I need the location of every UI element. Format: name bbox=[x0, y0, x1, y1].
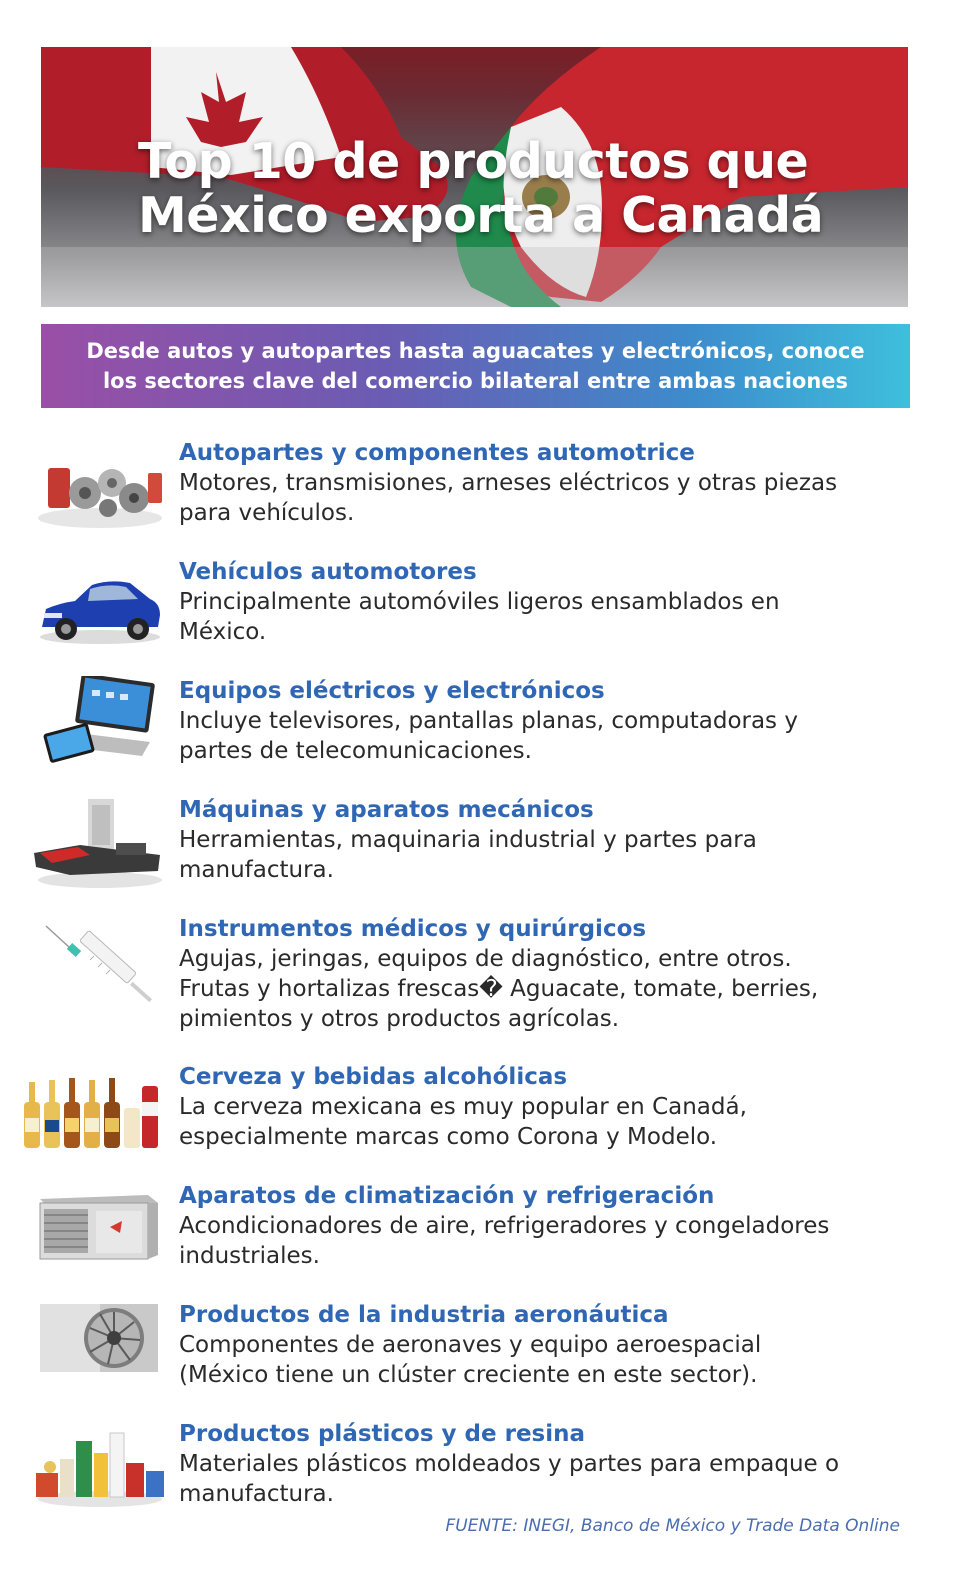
item-title: Cerveza y bebidas alcohólicas bbox=[179, 1064, 568, 1090]
item-title: Equipos eléctricos y electrónicos bbox=[179, 678, 605, 704]
hero-image bbox=[41, 47, 908, 307]
subtitle-banner bbox=[41, 324, 910, 408]
item-title: Productos de la industria aeronáutica bbox=[179, 1302, 669, 1328]
item-description: Agujas, jeringas, equipos de diagnóstico, entre otros. Frutas y hortalizas frescas� Aguacate, tomate, berries, pimientos y otros productos agrícolas. bbox=[179, 946, 819, 1032]
page-title bbox=[138, 135, 898, 243]
item-description: Acondicionadores de aire, refrigeradores y congeladores industriales. bbox=[179, 1213, 830, 1269]
item-title: Autopartes y componentes automotrice bbox=[179, 440, 695, 466]
source-note: FUENTE: INEGI, Banco de México y Trade Data Online bbox=[445, 1516, 900, 1536]
beer-bottles-icon bbox=[16, 1062, 164, 1162]
item-description: Materiales plásticos moldeados y partes para empaque o manufactura. bbox=[179, 1451, 840, 1507]
item-title: Aparatos de climatización y refrigeración bbox=[179, 1183, 715, 1209]
plastic-products-icon bbox=[30, 1419, 170, 1519]
item-description: Componentes de aeronaves y equipo aeroespacial (México tiene un clúster creciente en este sector). bbox=[179, 1332, 762, 1388]
item-title: Máquinas y aparatos mecánicos bbox=[179, 797, 594, 823]
page-title-line-1: Top 10 de productos que bbox=[138, 133, 809, 190]
car-icon bbox=[30, 557, 170, 657]
industrial-machine-icon bbox=[30, 795, 170, 895]
hvac-unit-icon bbox=[30, 1181, 170, 1281]
auto-parts-icon bbox=[30, 438, 170, 538]
subtitle-line-1: Desde autos y autopartes hasta aguacates y electrónicos, conoce bbox=[86, 339, 865, 363]
jet-engine-icon bbox=[30, 1300, 170, 1400]
item-title: Productos plásticos y de resina bbox=[179, 1421, 586, 1447]
syringe-icon bbox=[30, 914, 170, 1014]
item-description: Incluye televisores, pantallas planas, computadoras y partes de telecomunicaciones. bbox=[179, 708, 798, 764]
laptop-tablet-icon bbox=[30, 676, 170, 776]
item-description: Motores, transmisiones, arneses eléctricos y otras piezas para vehículos. bbox=[179, 470, 838, 526]
item-description: Principalmente automóviles ligeros ensamblados en México. bbox=[179, 589, 780, 645]
item-title: Vehículos automotores bbox=[179, 559, 477, 585]
item-title: Instrumentos médicos y quirúrgicos bbox=[179, 916, 647, 942]
subtitle-line-2: los sectores clave del comercio bilateral entre ambas naciones bbox=[102, 369, 849, 393]
page-title-line-2: México exporta a Canadá bbox=[138, 187, 824, 244]
item-description: La cerveza mexicana es muy popular en Canadá, especialmente marcas como Corona y Modelo. bbox=[179, 1094, 747, 1150]
item-description: Herramientas, maquinaria industrial y partes para manufactura. bbox=[179, 827, 757, 883]
